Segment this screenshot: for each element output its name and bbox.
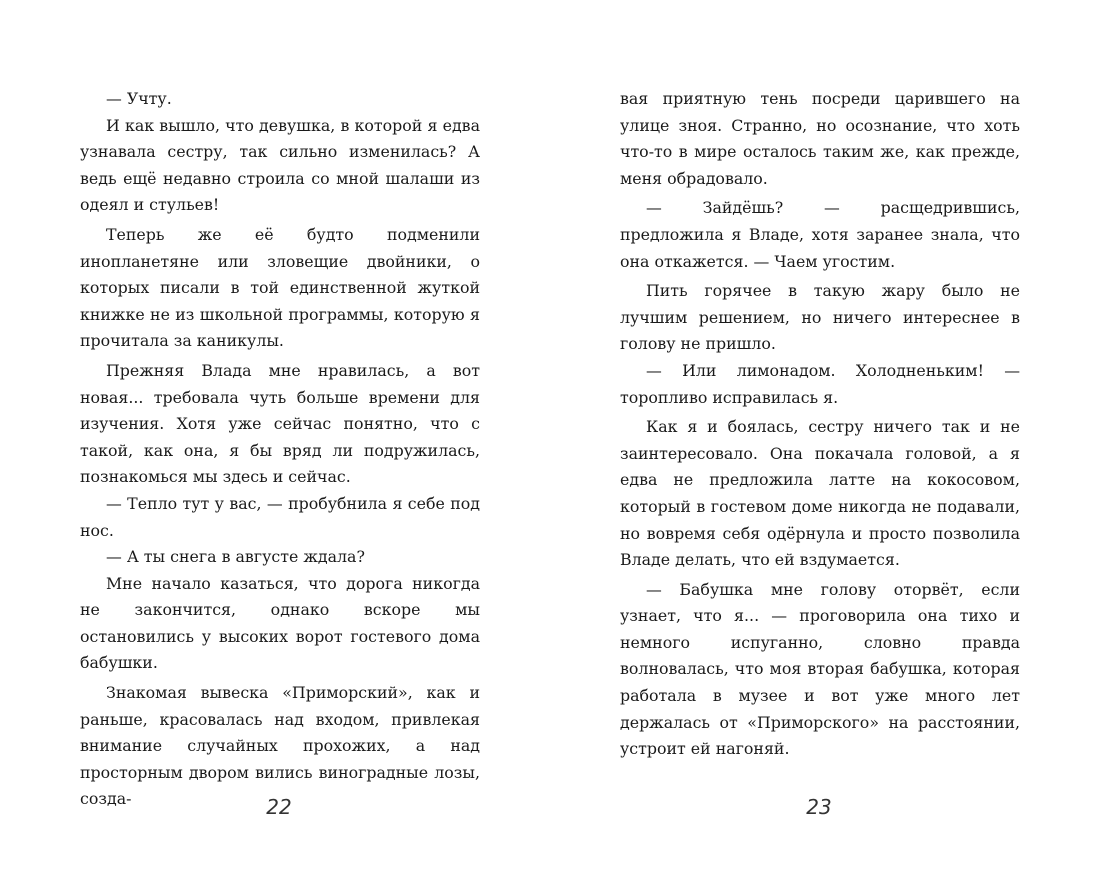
paragraph: Пить горячее в такую жару было не лучшим решением, но ничего интереснее в голову не пришло. (620, 281, 1020, 354)
paragraph: Как я и боялась, сестру ничего так и не заинтересовало. Она покачала головой, а я едва не предложила латте на кокосовом, который в гостевом доме никогда не подавали, но вовремя себя одёрнула и просто позволила Владе делать, что ей вздумается. (620, 417, 1020, 570)
paragraph: — Или лимонадом. Холодненьким! — торопливо исправилась я. (620, 360, 1020, 407)
paragraph: Теперь же её будто подменили инопланетяне или зловещие двойники, о которых писали в той единственной жуткой книжке не из школьной программы, которую я прочитала за каникулы. (80, 224, 480, 351)
paragraph: — Учту. (106, 89, 172, 108)
paragraph: Прежняя Влада мне нравилась, а вот новая... требовала чуть больше времени для изучения. Хотя уже сейчас понятно, что с такой, как она, я бы вряд ли подружилась, познакомься мы здесь и сейчас. (80, 360, 480, 487)
right-page (620, 86, 1020, 763)
paragraph: — Зайдёшь? — расщедрившись, предложила я Владе, хотя заранее знала, что она откажется. — Чаем угостим. (620, 198, 1020, 271)
paragraph: Знакомая вывеска «Приморский», как и раньше, красовалась над входом, привлекая внимание случайных прохожих, а над просторным двором вились виноградные лозы, созда- (80, 683, 480, 809)
page-number-left: 22 (266, 795, 292, 819)
paragraph: — Бабушка мне голову оторвёт, если узнает, что я... — проговорила она тихо и немного испуганно, словно правда волновалась, что моя вторая бабушка, которая работала в музее и вот уже много лет держалась от «Приморского» на расстоянии, устроит ей нагоняй. (620, 579, 1020, 759)
paragraph: — А ты снега в августе ждала? (106, 547, 365, 567)
paragraph: — Тепло тут у вас, — пробубнила я себе под нос. (80, 493, 480, 540)
paragraph: И как вышло, что девушка, в которой я едва узнавала сестру, так сильно изменилась? А ведь ещё недавно строила со мной шалаши из одеял и стульев! (80, 115, 480, 215)
page-number-right: 23 (806, 795, 832, 819)
paragraph: вая приятную тень посреди царившего на улице зноя. Странно, но осознание, что хоть что-то в мире осталось таким же, как прежде, меня обрадовало. (620, 89, 1020, 188)
paragraph: Мне начало казаться, что дорога никогда не закончится, однако вскоре мы остановились у высоких ворот гостевого дома бабушки. (80, 573, 480, 673)
left-page (80, 86, 480, 813)
